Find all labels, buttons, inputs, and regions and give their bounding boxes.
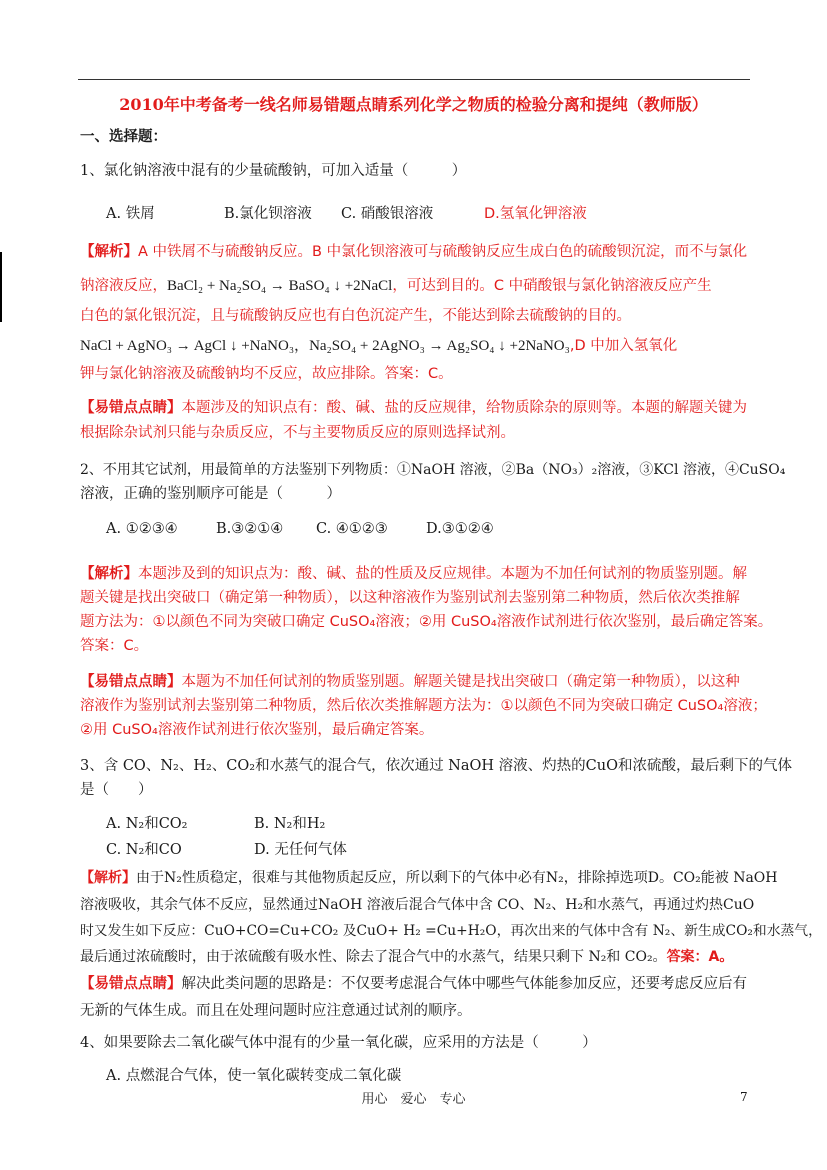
q2-option-c[interactable]: C. ④①②③ [316, 521, 388, 537]
q3-option-b[interactable]: B. N₂和H₂ [254, 816, 326, 832]
q1-stem: 1、氯化钠溶液中混有的少量硫酸钠，可加入适量（ ） [80, 163, 467, 179]
q1-option-c[interactable]: C. 硝酸银溶液 [341, 206, 434, 222]
tip-tag: 【易错点点睛】 [80, 400, 182, 416]
q1-analysis-line4: NaCl + AgNO₃ → AgCl ↓ +NaNO₃，Na₂SO₄ + 2AgNO₃ → Ag₂SO₄ ↓ +2NaNO₃,D 中加入氢氧化 [80, 338, 678, 354]
q3-option-a[interactable]: A. N₂和CO₂ [106, 816, 188, 832]
q2-tip-line2: 溶液作为鉴别试剂去鉴别第二种物质，然后依次类推解题方法为：①以颜色不同为突破口确定 CuSO₄溶液； [80, 698, 767, 714]
page-footer: 用心 爱心 专心 [361, 1092, 466, 1107]
q2-stem-line2: 溶液，正确的鉴别顺序可能是（ ） [80, 486, 341, 502]
analysis-tag: 【解析】 [80, 244, 138, 260]
q1-tip-line2: 根据除杂试剂只能与杂质反应，不与主要物质反应的原则选择试剂。 [80, 425, 515, 441]
q3-answer: 答案：A。 [666, 949, 734, 965]
q2-analysis-line4: 答案：C。 [80, 638, 149, 654]
q1-analysis-line3: 白色的氯化银沉淀，且与硫酸钠反应也有白色沉淀产生，不能达到除去硫酸钠的目的。 [80, 308, 631, 324]
q1-analysis-line5: 钾与氯化钠溶液及硫酸钠均不反应，故应排除。答案：C。 [80, 366, 453, 382]
section-heading: 一、选择题： [80, 128, 167, 145]
q2-tip-line3: ②用 CuSO₄溶液作试剂进行依次鉴别，最后确定答案。 [80, 722, 434, 738]
margin-marker [0, 252, 2, 322]
q3-analysis-line3: 时又发生如下反应：CuO+CO=Cu+CO₂ 及CuO+ H₂ =Cu+H₂O，再次出来的气体中含有 N₂、新生成CO₂和水蒸气， [80, 923, 822, 939]
q3-analysis-line2: 溶液吸收，其余气体不反应，显然通过NaOH 溶液后混合气体中含 CO、N₂、H₂和水蒸气，再通过灼热CuO [80, 897, 755, 913]
q2-option-a[interactable]: A. ①②③④ [106, 521, 178, 537]
q3-tip-line2: 无新的气体生成。而且在处理问题时应注意通过试剂的顺序。 [80, 1003, 472, 1019]
q2-analysis-line3: 题方法为：①以颜色不同为突破口确定 CuSO₄溶液；②用 CuSO₄溶液作试剂进行依次鉴别，最后确定答案。 [80, 614, 773, 630]
q2-option-d[interactable]: D.③①②④ [426, 521, 494, 537]
q3-stem-line2: 是（ ） [80, 782, 153, 798]
document-title: 2010年中考备考一线名师易错题点睛系列化学之物质的检验分离和提纯（教师版） [119, 95, 708, 114]
q3-analysis-line4: 最后通过浓硫酸时，由于浓硫酸有吸水性、除去了混合气中的水蒸气，结果只剩下 N₂和 CO₂。答案：A。 [80, 949, 734, 965]
page-number: 7 [740, 1090, 748, 1104]
q3-option-d[interactable]: D. 无任何气体 [254, 842, 347, 858]
q1-option-d[interactable]: D.氢氧化钾溶液 [484, 206, 587, 222]
q1-option-b[interactable]: B.氯化钡溶液 [224, 206, 312, 222]
q3-analysis-line1: 【解析】由于N₂性质稳定，很难与其他物质起反应，所以剩下的气体中必有N₂，排除掉选项D。CO₂能被 NaOH [80, 870, 778, 886]
q1-option-a[interactable]: A. 铁屑 [106, 206, 155, 222]
equation-nacl: NaCl + AgNO₃ → AgCl ↓ +NaNO₃ [80, 338, 295, 354]
q2-analysis-line2: 题关键是找出突破口（确定第一种物质），以这种溶液作为鉴别试剂去鉴别第二种物质，然后依次类推解 [80, 590, 740, 606]
q4-option-a[interactable]: A. 点燃混合气体，使一氧化碳转变成二氧化碳 [106, 1068, 402, 1084]
q2-tip-line1: 【易错点点睛】本题为不加任何试剂的物质鉴别题。解题关键是找出突破口（确定第一种物质），以这种 [80, 674, 740, 690]
q2-option-b[interactable]: B.③②①④ [216, 521, 284, 537]
q4-stem: 4、如果要除去二氧化碳气体中混有的少量一氧化碳，应采用的方法是（ ） [80, 1035, 597, 1051]
q2-stem-line1: 2、不用其它试剂，用最简单的方法鉴别下列物质：①NaOH 溶液，②Ba（NO₃）₂溶液，③KCl 溶液，④CuSO₄ [80, 462, 786, 478]
header-rule [78, 79, 750, 80]
q1-analysis-line2: 钠溶液反应，BaCl₂ + Na₂SO₄ → BaSO₄ ↓ +2NaCl，可达到目的。C 中硝酸银与氯化钠溶液反应产生 [80, 278, 712, 294]
q1-analysis-line1: 【解析】A 中铁屑不与硫酸钠反应。B 中氯化钡溶液可与硫酸钠反应生成白色的硫酸钡沉淀，而不与氯化 [80, 244, 748, 260]
q3-tip-line1: 【易错点点睛】解决此类问题的思路是：不仅要考虑混合气体中哪些气体能参加反应，还要考虑反应后有 [80, 976, 747, 992]
equation-bacl2: BaCl₂ + Na₂SO₄ → BaSO₄ ↓ +2NaCl [167, 278, 393, 294]
q1-tip-line1: 【易错点点睛】本题涉及的知识点有：酸、碱、盐的反应规律，给物质除杂的原则等。本题的解题关键为 [80, 400, 747, 416]
q3-option-c[interactable]: C. N₂和CO [106, 842, 182, 858]
equation-na2so4: Na₂SO₄ + 2AgNO₃ → Ag₂SO₄ ↓ +2NaNO₃ [309, 338, 570, 354]
q2-analysis-line1: 【解析】本题涉及到的知识点为：酸、碱、盐的性质及反应规律。本题为不加任何试剂的物质鉴别题。解 [80, 566, 747, 582]
q3-stem-line1: 3、含 CO、N₂、H₂、CO₂和水蒸气的混合气，依次通过 NaOH 溶液、灼热的CuO和浓硫酸，最后剩下的气体 [80, 758, 792, 774]
